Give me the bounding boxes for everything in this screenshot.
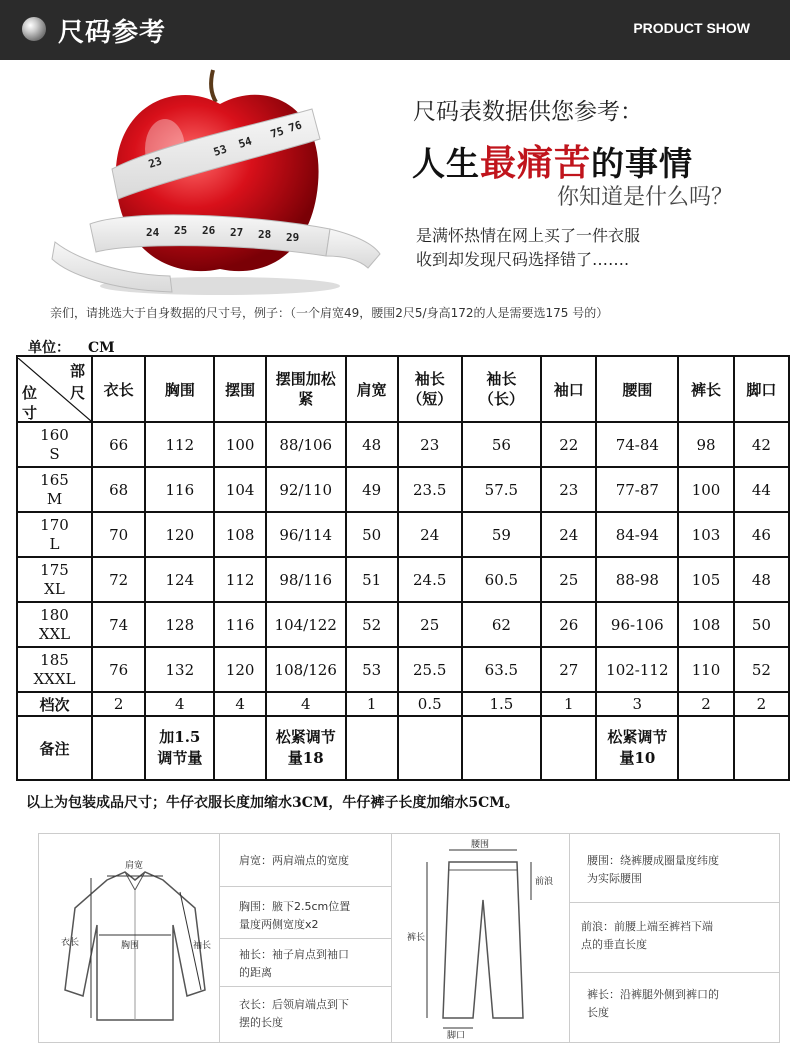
value-cell: 74-84 <box>596 422 678 467</box>
value-cell: 62 <box>462 602 542 647</box>
value-cell: 24.5 <box>398 557 462 602</box>
table-row <box>17 602 789 647</box>
grade-label: 档次 <box>17 692 92 716</box>
svg-text:25: 25 <box>174 224 188 237</box>
grade-cell: 1 <box>346 692 398 716</box>
value-cell: 48 <box>346 422 398 467</box>
remark-chest: 加1.5 调节量 <box>145 716 214 780</box>
value-cell: 120 <box>214 647 266 692</box>
product-show-label: PRODUCT SHOW <box>633 20 750 36</box>
table-row <box>17 512 789 557</box>
unit-label: 单位： CM <box>28 340 115 356</box>
grade-cell: 4 <box>214 692 266 716</box>
value-cell: 68 <box>92 467 145 512</box>
svg-text:28: 28 <box>258 228 272 241</box>
value-cell: 124 <box>145 557 214 602</box>
table-row <box>17 647 789 692</box>
svg-text:75: 75 <box>268 124 286 141</box>
value-cell: 108 <box>678 602 733 647</box>
svg-text:26: 26 <box>202 224 216 237</box>
header-cell: 肩宽 <box>346 356 398 422</box>
value-cell: 70 <box>92 512 145 557</box>
grade-cell: 1 <box>541 692 596 716</box>
header-cell: 腰围 <box>596 356 678 422</box>
value-cell: 42 <box>734 422 789 467</box>
header-cell: 衣长 <box>92 356 145 422</box>
value-cell: 59 <box>462 512 542 557</box>
value-cell: 120 <box>145 512 214 557</box>
svg-text:胸围: 胸围 <box>121 941 140 951</box>
value-cell: 57.5 <box>462 467 542 512</box>
svg-text:29: 29 <box>286 231 300 244</box>
value-cell: 76 <box>92 647 145 692</box>
rise-desc: 前浪：前腰上端至裤裆下端 点的垂直长度 <box>581 920 713 951</box>
remark-row <box>17 716 789 780</box>
value-cell: 92/110 <box>266 467 346 512</box>
grade-cell: 2 <box>92 692 145 716</box>
shrinkage-footnote: 以上为包装成品尺寸；牛仔衣服长度加缩水3CM，牛仔裤子长度加缩水5CM。 <box>26 795 519 811</box>
value-cell: 52 <box>734 647 789 692</box>
value-cell: 132 <box>145 647 214 692</box>
svg-text:23: 23 <box>146 154 164 171</box>
value-cell: 44 <box>734 467 789 512</box>
value-cell: 96-106 <box>596 602 678 647</box>
value-cell: 110 <box>678 647 733 692</box>
header-cell: 裤长 <box>678 356 733 422</box>
shoulder-desc: 肩宽：两肩端点的宽度 <box>239 854 349 867</box>
value-cell: 104/122 <box>266 602 346 647</box>
value-cell: 103 <box>678 512 733 557</box>
remark-hem: 松紧调节 量18 <box>266 716 346 780</box>
apple-measuring-tape-icon <box>50 64 390 299</box>
page-title: 尺码参考 <box>58 18 167 48</box>
grade-cell: 2 <box>734 692 789 716</box>
remark-label: 备注 <box>17 716 92 780</box>
svg-text:肩宽: 肩宽 <box>125 861 144 871</box>
header-cell: 摆围加松紧 <box>266 356 346 422</box>
shirt-diagram-icon <box>55 850 215 1030</box>
size-cell: 170 L <box>17 512 92 557</box>
value-cell: 84-94 <box>596 512 678 557</box>
chest-desc: 胸围：腋下2.5cm位置 量度两侧宽度x2 <box>239 900 351 931</box>
value-cell: 112 <box>145 422 214 467</box>
size-cell: 180 XXL <box>17 602 92 647</box>
value-cell: 60.5 <box>462 557 542 602</box>
size-table <box>16 355 790 781</box>
svg-text:前浪: 前浪 <box>535 877 554 887</box>
value-cell: 74 <box>92 602 145 647</box>
value-cell: 46 <box>734 512 789 557</box>
value-cell: 128 <box>145 602 214 647</box>
size-advice-note: 亲们，请挑选大于自身数据的尺寸号，例子：（一个肩宽49，腰围2尺5/身高172的人是需要选175 号的） <box>50 306 609 320</box>
hero-headline-highlight: 最痛苦 <box>480 143 592 184</box>
header-cell: 摆围 <box>214 356 266 422</box>
value-cell: 26 <box>541 602 596 647</box>
grade-cell: 4 <box>266 692 346 716</box>
table-header-row <box>17 356 789 422</box>
grade-cell: 3 <box>596 692 678 716</box>
size-cell: 175 XL <box>17 557 92 602</box>
value-cell: 98 <box>678 422 733 467</box>
corner-cell: 部 尺 位 寸 <box>17 356 92 422</box>
page-header <box>0 0 790 60</box>
value-cell: 23.5 <box>398 467 462 512</box>
size-cell: 160 S <box>17 422 92 467</box>
length-desc: 衣长：后领肩端点到下 摆的长度 <box>239 998 349 1029</box>
value-cell: 77-87 <box>596 467 678 512</box>
pants-length-desc: 裤长：沿裤腿外侧到裤口的 长度 <box>587 988 719 1019</box>
value-cell: 116 <box>214 602 266 647</box>
header-cell: 脚口 <box>734 356 789 422</box>
size-cell: 165 M <box>17 467 92 512</box>
value-cell: 63.5 <box>462 647 542 692</box>
remark-waist: 松紧调节 量10 <box>596 716 678 780</box>
svg-text:76: 76 <box>286 118 304 135</box>
value-cell: 66 <box>92 422 145 467</box>
value-cell: 108/126 <box>266 647 346 692</box>
header-cell: 胸围 <box>145 356 214 422</box>
value-cell: 24 <box>541 512 596 557</box>
grade-cell: 1.5 <box>462 692 542 716</box>
value-cell: 25 <box>398 602 462 647</box>
svg-text:袖长: 袖长 <box>193 941 212 951</box>
svg-text:27: 27 <box>230 226 244 239</box>
value-cell: 25.5 <box>398 647 462 692</box>
value-cell: 100 <box>678 467 733 512</box>
header-cell: 袖长（短） <box>398 356 462 422</box>
grade-row <box>17 692 789 716</box>
value-cell: 52 <box>346 602 398 647</box>
table-row <box>17 422 789 467</box>
value-cell: 24 <box>398 512 462 557</box>
hero-description: 是满怀热情在网上买了一件衣服 收到却发现尺码选择错了……. <box>416 226 641 269</box>
hero-line-1: 尺码表数据供您参考： <box>413 99 643 125</box>
value-cell: 104 <box>214 467 266 512</box>
hero-headline: 人生最痛苦的事情 <box>412 143 694 184</box>
header-cell: 袖口 <box>541 356 596 422</box>
svg-text:53: 53 <box>211 142 229 159</box>
value-cell: 88-98 <box>596 557 678 602</box>
value-cell: 72 <box>92 557 145 602</box>
table-row <box>17 557 789 602</box>
value-cell: 50 <box>734 602 789 647</box>
header-cell: 袖长（长） <box>462 356 542 422</box>
svg-text:腰围: 腰围 <box>471 840 490 850</box>
svg-text:24: 24 <box>146 226 160 239</box>
waist-desc: 腰围：绕裤腰成圈量度纬度 为实际腰围 <box>587 854 719 885</box>
value-cell: 49 <box>346 467 398 512</box>
svg-text:54: 54 <box>236 134 254 151</box>
sleeve-desc: 袖长：袖子肩点到袖口 的距离 <box>239 948 349 979</box>
value-cell: 88/106 <box>266 422 346 467</box>
svg-text:脚口: 脚口 <box>447 1031 466 1040</box>
size-cell: 185 XXXL <box>17 647 92 692</box>
pants-diagram-icon <box>399 838 564 1040</box>
value-cell: 102-112 <box>596 647 678 692</box>
value-cell: 23 <box>541 467 596 512</box>
value-cell: 25 <box>541 557 596 602</box>
value-cell: 22 <box>541 422 596 467</box>
value-cell: 108 <box>214 512 266 557</box>
value-cell: 100 <box>214 422 266 467</box>
value-cell: 105 <box>678 557 733 602</box>
table-row <box>17 467 789 512</box>
grade-cell: 0.5 <box>398 692 462 716</box>
grade-cell: 2 <box>678 692 733 716</box>
value-cell: 50 <box>346 512 398 557</box>
value-cell: 51 <box>346 557 398 602</box>
grade-cell: 4 <box>145 692 214 716</box>
svg-text:衣长: 衣长 <box>61 938 80 948</box>
svg-text:裤长: 裤长 <box>407 933 426 943</box>
value-cell: 96/114 <box>266 512 346 557</box>
hero-question: 你知道是什么吗？ <box>557 185 734 210</box>
value-cell: 23 <box>398 422 462 467</box>
value-cell: 116 <box>145 467 214 512</box>
value-cell: 98/116 <box>266 557 346 602</box>
value-cell: 48 <box>734 557 789 602</box>
value-cell: 56 <box>462 422 542 467</box>
value-cell: 53 <box>346 647 398 692</box>
measurement-guide <box>38 833 780 1043</box>
sphere-logo-icon <box>22 17 46 41</box>
value-cell: 27 <box>541 647 596 692</box>
value-cell: 112 <box>214 557 266 602</box>
